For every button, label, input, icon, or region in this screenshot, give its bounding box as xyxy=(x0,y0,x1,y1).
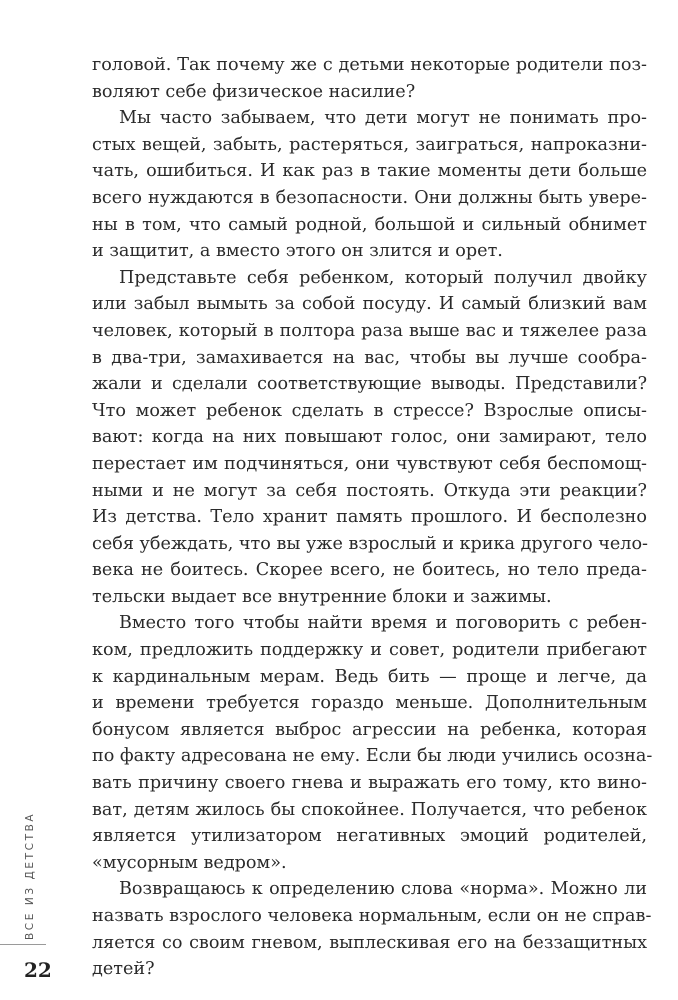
text-line: детей? xyxy=(92,959,155,980)
text-line: Из детства. Тело хранит память прошлого. И бесполезно xyxy=(92,507,647,528)
text-line: ляется со своим гневом, выплескивая его на беззащитных xyxy=(92,932,647,953)
text-line: стых вещей, забыть, растеряться, заиграться, напроказни- xyxy=(92,134,647,155)
paragraph xyxy=(92,105,647,265)
text-line: ком, предложить поддержку и совет, родители прибегают xyxy=(92,640,647,661)
text-line: чать, ошибиться. И как раз в такие моменты дети больше xyxy=(92,161,647,182)
text-line: Мы часто забываем, что дети могут не понимать про- xyxy=(119,108,647,129)
body-text xyxy=(92,52,653,983)
text-line: Представьте себя ребенком, который получил двойку xyxy=(119,267,647,288)
text-line: «мусорным ведром». xyxy=(92,852,287,873)
text-line: или забыл вымыть за собой посуду. И самый близкий вам xyxy=(92,294,647,315)
text-line: головой. Так почему же с детьми некоторые родители поз- xyxy=(92,55,647,75)
text-line: вать причину своего гнева и выражать его тому, кто вино- xyxy=(92,773,647,794)
text-line: воляют себе физическое насилие? xyxy=(92,81,416,102)
text-line: ват, детям жилось бы спокойнее. Получается, что ребенок xyxy=(92,799,647,820)
text-line: по факту адресована не ему. Если бы люди учились осозна- xyxy=(92,746,653,767)
text-line: жали и сделали соответствующие выводы. Представили? xyxy=(92,374,647,395)
text-line: в два-три, замахивается на вас, чтобы вы лучше сообра- xyxy=(92,347,647,368)
text-line: вают: когда на них повышают голос, они замирают, тело xyxy=(92,427,647,448)
paragraph xyxy=(92,610,653,876)
text-line: и времени требуется гораздо меньше. Дополнительным xyxy=(92,693,647,714)
running-title xyxy=(22,790,42,940)
text-line: к кардинальным мерам. Ведь бить — проще и легче, да xyxy=(92,666,647,687)
text-line: века не боитесь. Скорее всего, не боитесь, но тело преда- xyxy=(92,560,647,581)
paragraph xyxy=(92,52,647,105)
text-line: назвать взрослого человека нормальным, если он не справ- xyxy=(92,906,652,926)
text-line: Возвращаюсь к определению слова «норма». Можно ли xyxy=(119,879,647,900)
text-line: всего нуждаются в безопасности. Они должны быть уверe- xyxy=(92,187,647,208)
text-line: человек, который в полтора раза выше вас и тяжелее раза xyxy=(92,320,647,341)
text-line: тельски выдает все внутренние блоки и зажимы. xyxy=(92,586,552,607)
text-line: Что может ребенок сделать в стрессе? Взрослые описы- xyxy=(92,400,647,421)
running-title-text: ВСЕ ИЗ ДЕТСТВА xyxy=(24,811,36,940)
text-line: ны в том, что самый родной, большой и сильный обнимет xyxy=(92,214,647,235)
paragraph xyxy=(92,876,652,982)
text-line: является утилизатором негативных эмоций родителей, xyxy=(92,826,647,847)
text-line: бонусом является выброс агрессии на ребенка, которая xyxy=(92,719,647,740)
footer-rule xyxy=(0,944,46,945)
text-line: Вместо того чтобы найти время и поговорить с ребен- xyxy=(119,613,647,634)
text-line: ными и не могут за себя постоять. Откуда эти реакции? xyxy=(92,480,647,501)
text-line: перестает им подчиняться, они чувствуют себя беспомощ- xyxy=(92,453,647,474)
paragraph xyxy=(92,265,647,611)
text-line: себя убеждать, что вы уже взрослый и крика другого чело- xyxy=(92,533,649,554)
page-number: 22 xyxy=(24,958,52,982)
text-line: и защитит, а вместо этого он злится и орет. xyxy=(92,241,503,262)
